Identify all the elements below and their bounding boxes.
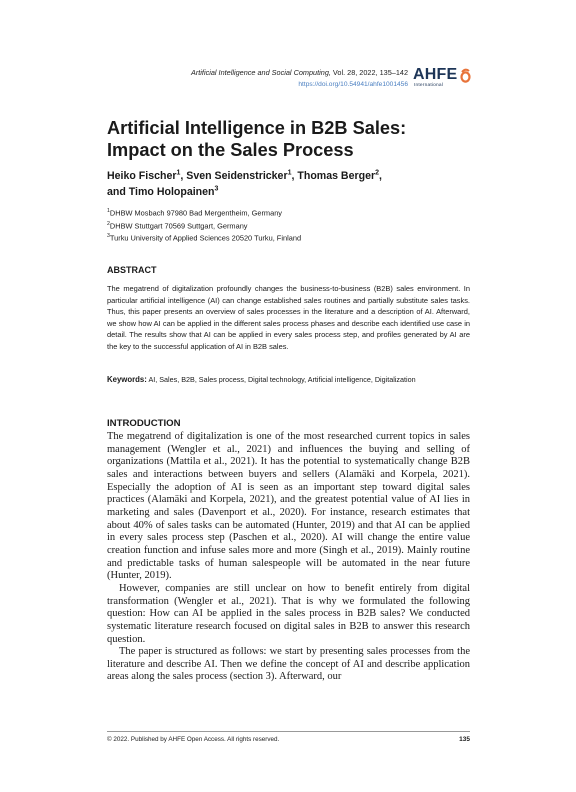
keywords-text: AI, Sales, B2B, Sales process, Digital technology, Artificial intelligence, Digitalization [146, 375, 416, 384]
author-affil-sup: 3 [214, 185, 219, 193]
body-paragraph: However, companies are still unclear on how to benefit entirely from digital transformation (Wengler et al., 2021). That is why we formulated the following question: How can AI be applied in the sales process in B2B sales? We conducted systematic literature research focused on digital sales in B2B to answer this research question. [107, 582, 470, 645]
affiliation-item [107, 206, 477, 219]
body-paragraph: The megatrend of digitalization is one of the most researched current topics in sales management (Wengler et al., 2021) and influences the buying and selling of organizations (Mattila et al., 2021). It has the potential to systematically change B2B sales and interactions between buyers and sellers (Alamäki and Korpela, 2021). Especially the adoption of AI is seen as an important step toward digital sales practices (Alamäki and Korpela, 2021), and the greatest potential value of AI lies in marketing and sales (Davenport et al., 2020). For instance, research estimates that about 40% of sales tasks can be automated (Hunter, 2019) and that AI can be applied in every sales process step (Paschen et al., 2020). AI will change the entire value creation function and infuse sales more and more (Singh et al., 2019). Mainly routine and predictable tasks of human salespeople will be automated in the near future (Hunter, 2019). [107, 431, 470, 582]
affiliation-sup: 1 [107, 208, 110, 214]
affiliation-item [107, 231, 477, 244]
author-list [107, 168, 477, 200]
author-affil-sup: 1 [176, 169, 181, 177]
author-affil-sup: 1 [287, 169, 292, 177]
ahfe-logo [413, 66, 475, 96]
logo-subtext: International [414, 83, 444, 88]
author-name: Thomas Berger [297, 170, 376, 182]
author-sep: , [291, 170, 298, 182]
logo-ring-icon [460, 68, 471, 83]
affiliation-item [107, 219, 477, 232]
introduction-body [107, 431, 470, 684]
abstract-body: The megatrend of digitalization profoundly changes the business-to-business (B2B) sales environment. In particular artificial intelligence (AI) can change established sales routines and partially substitute sales tasks. Thus, this paper presents an overview of sales processes in the literature and a description of AI. Afterward, we show how AI can be applied in the different sales process phases and describe each identified use case in detail. The results show that AI can be applied in every sales process step, and profiles generated by AI are the key to the successful application of AI in B2B sales. [107, 284, 470, 351]
affiliation-text: DHBW Mosbach 97980 Bad Mergentheim, Germany [109, 208, 283, 218]
author-name: Heiko Fischer [107, 170, 177, 182]
author-name: Sven Seidenstricker [186, 170, 288, 182]
page-number: 135 [459, 736, 470, 743]
author-affil-sup: 2 [375, 169, 379, 177]
body-paragraph: The paper is structured as follows: we start by presenting sales processes from the literature and describe AI. Then we define the concept of AI and describe application areas along the sales process (section 3). Afterward, our [107, 646, 470, 683]
journal-name: Artificial Intelligence and Social Computing, [190, 68, 331, 77]
keywords-label: Keywords: [107, 375, 147, 384]
footer-divider [107, 731, 470, 732]
author-sep: , [180, 170, 187, 182]
keywords-line [107, 375, 477, 384]
paper-title [107, 117, 467, 161]
author-name: and Timo Holopainen [107, 186, 215, 198]
running-header [150, 68, 408, 77]
journal-volume: Vol. 28, 2022, 135–142 [330, 68, 408, 77]
affiliation-sup: 2 [107, 220, 110, 227]
abstract-heading: ABSTRACT [107, 265, 157, 275]
affiliation-text: DHBW Stuttgart 70569 Suttgart, Germany [109, 221, 248, 231]
affiliation-sup: 3 [107, 233, 110, 240]
introduction-heading: INTRODUCTION [107, 418, 181, 429]
title-line-2: Impact on the Sales Process [107, 140, 354, 160]
logo-text: AHFE [413, 66, 458, 83]
doi-link[interactable]: https://doi.org/10.54941/ahfe1001456 [298, 81, 408, 88]
affiliation-text: Turku University of Applied Sciences 20520 Turku, Finland [109, 233, 302, 243]
copyright-notice: © 2022. Published by AHFE Open Access. All rights reserved. [107, 736, 280, 743]
affiliation-list [107, 206, 477, 244]
title-line-1: Artificial Intelligence in B2B Sales: [107, 118, 407, 138]
author-sep: , [379, 170, 382, 182]
